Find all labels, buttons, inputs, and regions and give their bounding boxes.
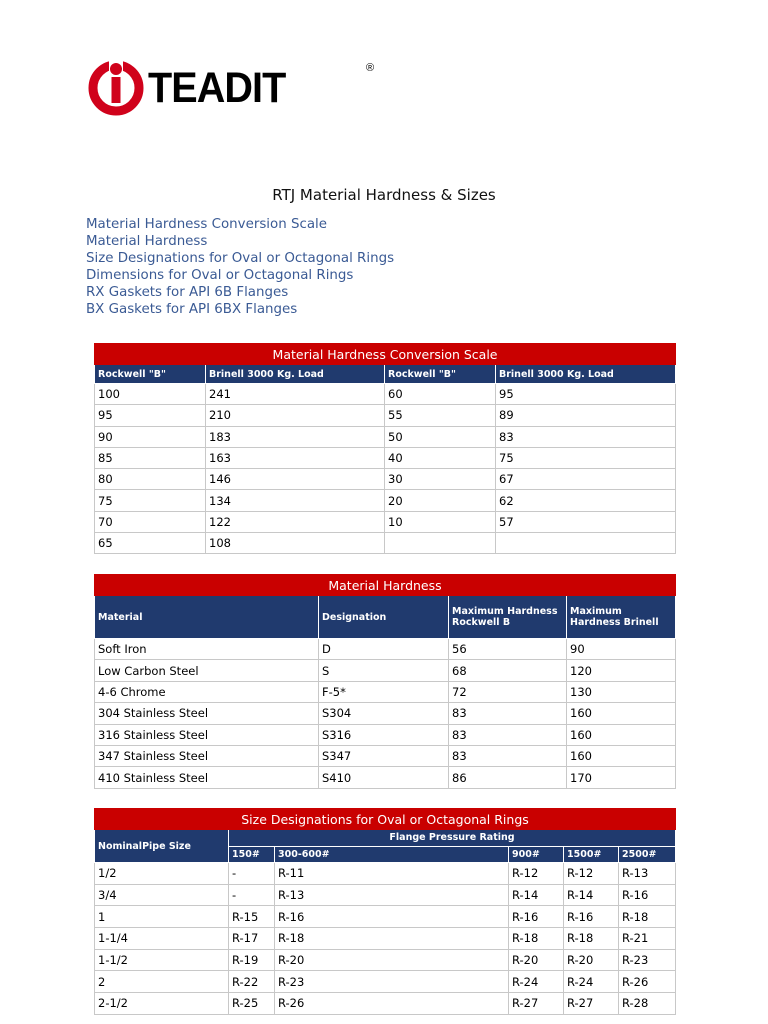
table-cell: 100 (95, 384, 206, 405)
column-header: 300-600# (275, 846, 509, 863)
table-cell: 122 (206, 511, 385, 532)
table-cell: 2 (95, 971, 229, 993)
table-cell: R-13 (619, 863, 676, 885)
table-cell: R-25 (229, 993, 275, 1015)
column-header-nominal: NominalPipe Size (95, 830, 229, 863)
table-cell: 163 (206, 447, 385, 468)
table-cell: 56 (449, 639, 567, 660)
table-cell: 86 (449, 767, 567, 788)
table-cell: 83 (449, 703, 567, 724)
table-row (95, 639, 676, 660)
table-cell: R-20 (275, 949, 509, 971)
link-rx-gaskets[interactable]: RX Gaskets for API 6B Flanges (86, 285, 289, 300)
table-cell: 83 (496, 426, 676, 447)
link-material-hardness[interactable]: Material Hardness (86, 234, 208, 249)
table-cell: 160 (567, 724, 676, 745)
table-cell: 75 (496, 447, 676, 468)
column-header: Brinell 3000 Kg. Load (496, 365, 676, 384)
table-cell: 90 (567, 639, 676, 660)
table-cell: 1-1/2 (95, 949, 229, 971)
column-header: 2500# (619, 846, 676, 863)
table-cell: R-11 (275, 863, 509, 885)
table-cell: R-26 (619, 971, 676, 993)
table-cell: R-20 (509, 949, 564, 971)
table-cell: 347 Stainless Steel (95, 745, 319, 766)
table-cell: R-23 (275, 971, 509, 993)
table-cell: 80 (95, 469, 206, 490)
table-cell: R-27 (509, 993, 564, 1015)
table-cell: S410 (319, 767, 449, 788)
table-cell: Soft Iron (95, 639, 319, 660)
conversion-table-body (95, 384, 676, 554)
table-cell: R-16 (619, 884, 676, 906)
teadit-logo (88, 60, 375, 116)
table-cell: 57 (496, 511, 676, 532)
table-cell: 1/2 (95, 863, 229, 885)
table-cell (496, 533, 676, 554)
column-header: 900# (509, 846, 564, 863)
table-cell: 95 (95, 405, 206, 426)
table-cell: 170 (567, 767, 676, 788)
conversion-table (94, 343, 676, 554)
logo-wordmark: TEADIT (148, 63, 286, 112)
table-cell: 10 (385, 511, 496, 532)
table-cell: 3/4 (95, 884, 229, 906)
table-cell: R-14 (509, 884, 564, 906)
table-cell: 75 (95, 490, 206, 511)
column-header: Maximum Hardness Rockwell B (449, 596, 567, 639)
table-row (95, 971, 676, 993)
table-row (95, 906, 676, 928)
table-cell: D (319, 639, 449, 660)
table-cell: 130 (567, 681, 676, 702)
section-links (86, 216, 394, 318)
table-cell: 83 (449, 745, 567, 766)
table-row (95, 745, 676, 766)
table-cell: R-18 (509, 928, 564, 950)
table-cell: R-28 (619, 993, 676, 1015)
column-header: Rockwell "B" (385, 365, 496, 384)
table-cell: 72 (449, 681, 567, 702)
table-cell: S (319, 660, 449, 681)
table-cell: 65 (95, 533, 206, 554)
table-cell: 95 (496, 384, 676, 405)
table-row (95, 660, 676, 681)
table-cell: R-23 (619, 949, 676, 971)
table-cell: 55 (385, 405, 496, 426)
table-caption: Material Hardness (95, 575, 676, 596)
table-cell: 108 (206, 533, 385, 554)
table-caption: Material Hardness Conversion Scale (95, 344, 676, 365)
table-cell: R-13 (275, 884, 509, 906)
page-title: RTJ Material Hardness & Sizes (272, 186, 496, 204)
table-cell: R-17 (229, 928, 275, 950)
table-row (95, 384, 676, 405)
table-row (95, 405, 676, 426)
column-header: Designation (319, 596, 449, 639)
sizes-table (94, 808, 676, 1015)
table-cell: 304 Stainless Steel (95, 703, 319, 724)
table-row (95, 511, 676, 532)
table-cell: F-5* (319, 681, 449, 702)
column-header: Brinell 3000 Kg. Load (206, 365, 385, 384)
column-group-header: Flange Pressure Rating (229, 830, 676, 847)
table-cell: R-15 (229, 906, 275, 928)
column-header: Rockwell "B" (95, 365, 206, 384)
table-cell: 146 (206, 469, 385, 490)
table-row (95, 447, 676, 468)
link-dimensions[interactable]: Dimensions for Oval or Octagonal Rings (86, 268, 354, 283)
table-cell: R-24 (564, 971, 619, 993)
table-row (95, 681, 676, 702)
table-row (95, 993, 676, 1015)
table-cell: 20 (385, 490, 496, 511)
table-cell: 1 (95, 906, 229, 928)
table-cell: 134 (206, 490, 385, 511)
table-cell: R-21 (619, 928, 676, 950)
hardness-table-body (95, 639, 676, 789)
table-cell: 410 Stainless Steel (95, 767, 319, 788)
table-cell: S347 (319, 745, 449, 766)
table-row (95, 426, 676, 447)
link-hardness-conversion[interactable]: Material Hardness Conversion Scale (86, 217, 327, 232)
table-row (95, 490, 676, 511)
table-cell: R-24 (509, 971, 564, 993)
table-cell: 160 (567, 745, 676, 766)
sizes-table-body (95, 863, 676, 1015)
table-cell: 30 (385, 469, 496, 490)
table-cell: 67 (496, 469, 676, 490)
table-cell: R-20 (564, 949, 619, 971)
table-row (95, 703, 676, 724)
table-row (95, 949, 676, 971)
table-cell: - (229, 863, 275, 885)
table-cell: 85 (95, 447, 206, 468)
table-row (95, 469, 676, 490)
table-cell: 316 Stainless Steel (95, 724, 319, 745)
table-cell: 60 (385, 384, 496, 405)
table-cell: S316 (319, 724, 449, 745)
teadit-logo-icon (88, 60, 144, 116)
table-cell: 160 (567, 703, 676, 724)
table-cell: R-18 (564, 928, 619, 950)
table-cell: 62 (496, 490, 676, 511)
table-cell: 2-1/2 (95, 993, 229, 1015)
table-row (95, 724, 676, 745)
table-cell: 70 (95, 511, 206, 532)
table-cell: 90 (95, 426, 206, 447)
column-header: 150# (229, 846, 275, 863)
hardness-table (94, 574, 676, 789)
table-row (95, 767, 676, 788)
registered-mark: ® (366, 62, 375, 74)
table-cell: 50 (385, 426, 496, 447)
table-cell: R-26 (275, 993, 509, 1015)
table-cell: 4-6 Chrome (95, 681, 319, 702)
table-cell: R-12 (509, 863, 564, 885)
link-bx-gaskets[interactable]: BX Gaskets for API 6BX Flanges (86, 302, 298, 317)
table-cell: R-16 (564, 906, 619, 928)
table-cell: R-27 (564, 993, 619, 1015)
table-cell: 183 (206, 426, 385, 447)
table-cell: R-22 (229, 971, 275, 993)
table-caption: Size Designations for Oval or Octagonal Rings (95, 809, 676, 830)
table-cell: R-19 (229, 949, 275, 971)
table-row (95, 533, 676, 554)
table-row (95, 928, 676, 950)
table-cell (385, 533, 496, 554)
table-cell: R-14 (564, 884, 619, 906)
table-cell: 241 (206, 384, 385, 405)
link-size-designations[interactable]: Size Designations for Oval or Octagonal Rings (86, 251, 395, 266)
table-cell: 89 (496, 405, 676, 426)
column-header: Material (95, 596, 319, 639)
table-cell: 1-1/4 (95, 928, 229, 950)
table-cell: 120 (567, 660, 676, 681)
table-row (95, 863, 676, 885)
table-cell: 40 (385, 447, 496, 468)
table-cell: R-12 (564, 863, 619, 885)
table-row (95, 884, 676, 906)
table-cell: R-16 (509, 906, 564, 928)
table-cell: 83 (449, 724, 567, 745)
table-cell: - (229, 884, 275, 906)
table-cell: R-18 (619, 906, 676, 928)
table-cell: R-18 (275, 928, 509, 950)
table-cell: S304 (319, 703, 449, 724)
column-header: Maximum Hardness Brinell (567, 596, 676, 639)
table-cell: 68 (449, 660, 567, 681)
table-cell: 210 (206, 405, 385, 426)
table-cell: R-16 (275, 906, 509, 928)
column-header: 1500# (564, 846, 619, 863)
table-cell: Low Carbon Steel (95, 660, 319, 681)
